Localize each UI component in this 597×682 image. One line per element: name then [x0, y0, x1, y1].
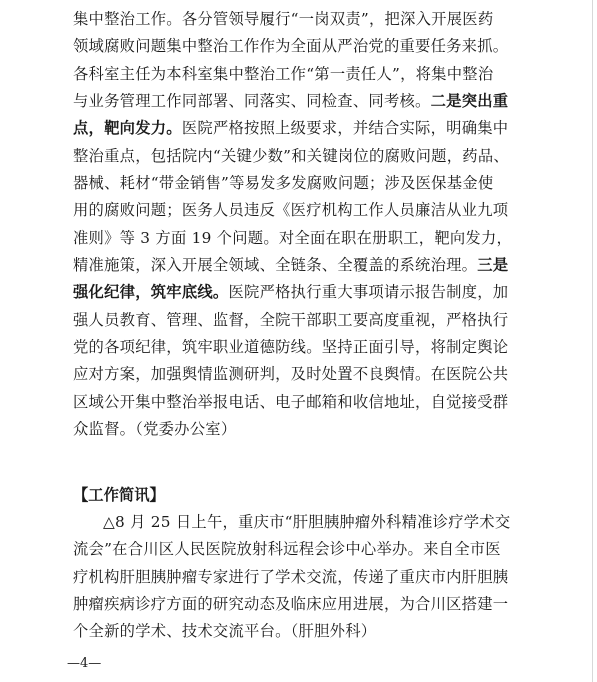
news-line [73, 618, 525, 645]
text-run: 准则》等 3 方面 19 个问题。对全面在职在册职工，靶向发力， [73, 228, 513, 247]
text-run: 集中整治工作。各分管领导履行“一岗双责”，把深入开展医药 [73, 10, 494, 28]
text-run: 众监督。（党委办公室） [73, 420, 237, 439]
text-run: 流会”在合川区人民医院放射科远程会诊中心举办。来自全市医 [73, 540, 501, 559]
paragraph-line [73, 197, 525, 224]
news-line [73, 591, 525, 618]
text-run: 精准施策，深入开展全领域、全链条、全覆盖的系统治理。 [73, 256, 478, 275]
text-run: 强人员教育、管理、监督，全院干部职工要高度重视，严格执行 [73, 310, 509, 329]
paragraph-line [73, 361, 525, 388]
paragraph-line [73, 143, 525, 170]
page-edge-divider [592, 0, 593, 682]
text-run: 个全新的学术、技术交流平台。（肝胆外科） [73, 622, 377, 641]
paragraph-line [73, 88, 525, 115]
text-run: 各科室主任为本科室集中整治工作“第一责任人”，将集中整治 [73, 64, 494, 83]
paragraph-line [73, 307, 525, 334]
news-item [73, 509, 525, 646]
paragraph-line [73, 33, 525, 60]
paragraph-line [73, 225, 525, 252]
bold-heading-run: 三是 [477, 256, 509, 275]
bold-heading-run: 二是突出重 [430, 92, 509, 111]
paragraph-line [73, 279, 525, 306]
paragraph-line [73, 252, 525, 279]
text-run: 与业务管理工作同部署、同落实、同检查、同考核。 [73, 92, 431, 111]
text-run: 区域公开集中整治举报电话、电子邮箱和收信地址，自觉接受群 [73, 392, 509, 411]
news-line [73, 564, 525, 591]
body-paragraph [73, 6, 525, 444]
section-heading: 【工作简讯】 [73, 486, 165, 504]
text-run: 整治重点，包括院内“关键少数”和关键岗位的腐败问题，药品、 [73, 146, 509, 165]
text-run: 党的各项纪律，筑牢职业道德防线。坚持正面引导，将制定舆论 [73, 338, 509, 357]
paragraph-line [73, 389, 525, 416]
bold-heading-run: 强化纪律，筑牢底线。 [73, 283, 229, 302]
text-run: 疗机构肝胆胰肿瘤专家进行了学术交流，传递了重庆市内肝胆胰 [73, 567, 509, 586]
text-run: 医院严格执行重大事项请示报告制度，加 [228, 283, 509, 302]
paragraph-line [73, 334, 525, 361]
news-line [73, 536, 525, 563]
paragraph-line [73, 61, 525, 88]
text-run: 领域腐败问题集中整治工作作为全面从严治党的重要任务来抓。 [73, 37, 509, 56]
text-run: 用的腐败问题；医务人员违反《医疗机构工作人员廉洁从业九项 [73, 201, 509, 220]
news-line [73, 509, 525, 536]
paragraph-line [73, 416, 525, 443]
text-run: 医院严格按照上级要求，并结合实际，明确集中 [181, 119, 509, 138]
text-run: 应对方案，加强舆情监测研判，及时处置不良舆情。在医院公共 [73, 365, 509, 384]
page-number: —4— [67, 656, 102, 671]
paragraph-line [73, 170, 525, 197]
paragraph-line [73, 6, 525, 33]
text-run: △8 月 25 日上午，重庆市“肝胆胰肿瘤外科精准诊疗学术交 [103, 513, 511, 531]
text-run: 肿瘤疾病诊疗方面的研究动态及临床应用进展，为合川区搭建一 [73, 595, 509, 614]
bold-heading-run: 点，靶向发力。 [73, 119, 182, 138]
text-run: 器械、耗材“带金销售”等易发多发腐败问题；涉及医保基金使 [73, 174, 494, 193]
paragraph-line [73, 115, 525, 142]
